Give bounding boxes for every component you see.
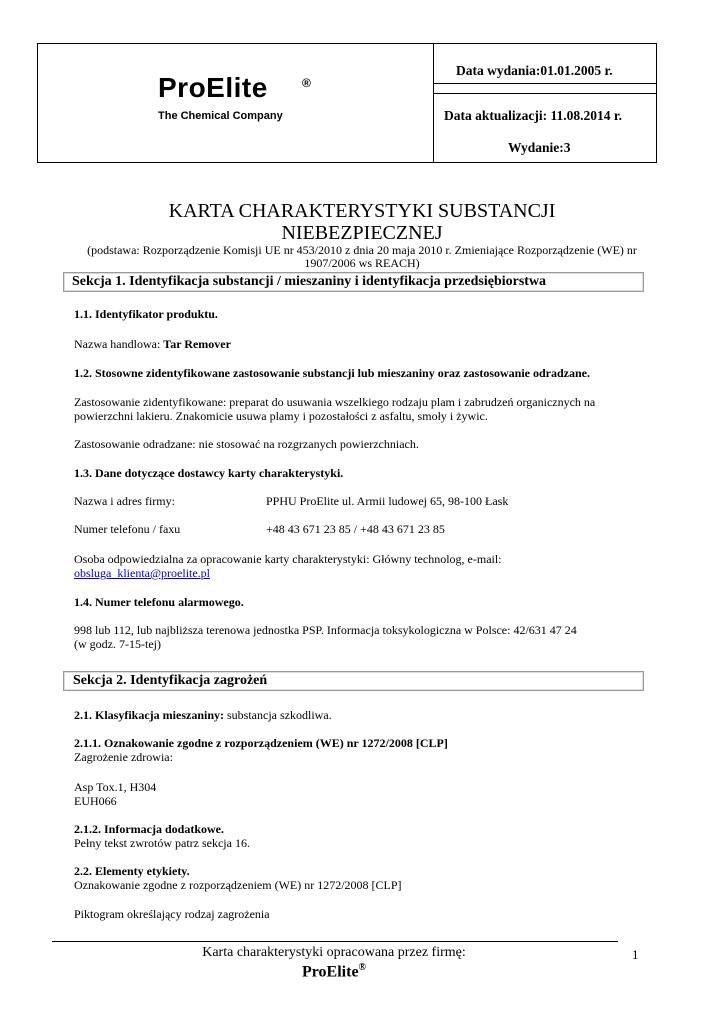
classification-label: 2.1. Klasyfikacja mieszaniny: — [74, 708, 224, 722]
company-logo: ProElite — [158, 72, 268, 103]
header-rule-1 — [434, 83, 656, 84]
edition: Wydanie:3 — [508, 140, 571, 155]
update-date: Data aktualizacji: 11.08.2014 r. — [444, 108, 622, 123]
document-header — [37, 43, 657, 163]
legal-basis-line2: 1907/2006 ws REACH) — [304, 256, 420, 270]
document-title-line2: NIEBEZPIECZNEJ — [281, 222, 443, 244]
contact-email-link[interactable]: obsluga_klienta@proelite.pl — [74, 566, 211, 580]
section-2-heading: Sekcja 2. Identyfikacja zagrożeń — [73, 673, 268, 688]
header-rule-2 — [434, 93, 656, 94]
identified-uses-line2: powierzchni lakieru. Znakomicie usuwa plamy i pozostałości z asfaltu, smoły i żywic. — [74, 409, 488, 423]
phone-value: +48 43 671 23 85 / +48 43 671 23 85 — [266, 522, 445, 536]
hazard-asp-tox: Asp Tox.1, H304 — [74, 780, 157, 794]
trade-name-label: Nazwa handlowa: — [74, 337, 164, 351]
heading-1-2: 1.2. Stosowne zidentyfikowane zastosowanie substancji lub mieszaniny oraz zastosowanie odradzane. — [74, 366, 591, 380]
section-2-heading-bar — [63, 671, 644, 691]
classification-value: substancja szkodliwa. — [224, 708, 332, 722]
footer-brand-reg: ® — [358, 962, 367, 973]
heading-2-2: 2.2. Elementy etykiety. — [74, 864, 190, 878]
issue-date: Data wydania:01.01.2005 r. — [456, 63, 613, 78]
logo-subtitle: The Chemical Company — [158, 110, 283, 122]
header-divider — [433, 44, 434, 162]
identified-uses-line1: Zastosowanie zidentyfikowane: preparat do usuwania wszelkiego rodzaju plam i zabrudzeń organicznych na — [74, 395, 596, 409]
footer-prepared-by: Karta charakterystyki opracowana przez firmę: — [202, 945, 466, 960]
full-text-note: Pełny tekst zwrotów patrz sekcja 16. — [74, 836, 250, 850]
footer-rule — [52, 941, 618, 942]
emergency-line2: (w godz. 7-15-tej) — [74, 637, 161, 651]
document-title-line1: KARTA CHARAKTERYSTYKI SUBSTANCJI — [168, 200, 556, 222]
phone-label: Numer telefonu / faxu — [74, 522, 181, 536]
hazard-euh: EUH066 — [74, 794, 117, 808]
health-hazard: Zagrożenie zdrowia: — [74, 750, 173, 764]
pictogram-note: Piktogram określający rodzaj zagrożenia — [74, 907, 270, 921]
footer-brand-name: ProElite — [301, 963, 359, 981]
emergency-line1: 998 lub 112, lub najbliższa terenowa jednostka PSP. Informacja toksykologiczna w Polsce: 42/631 47 24 — [74, 623, 577, 637]
company-label: Nazwa i adres firmy: — [74, 494, 175, 508]
logo-registered-mark: ® — [302, 76, 311, 90]
trade-name — [74, 337, 231, 351]
classification — [74, 708, 332, 722]
responsible-person: Osoba odpowiedzialna za opracowanie karty charakterystyki: Główny technolog, e-mail: — [74, 552, 502, 566]
section-1-heading: Sekcja 1. Identyfikacja substancji / mieszaniny i identyfikacja przedsiębiorstwa — [72, 274, 547, 289]
labeling-note: Oznakowanie zgodne z rozporządzeniem (WE) nr 1272/2008 [CLP] — [74, 878, 402, 892]
company-value: PPHU ProElite ul. Armii ludowej 65, 98-100 Łask — [266, 494, 509, 508]
heading-1-4: 1.4. Numer telefonu alarmowego. — [74, 595, 244, 609]
footer-brand — [0, 962, 668, 981]
heading-2-1-2: 2.1.2. Informacja dodatkowe. — [74, 822, 224, 836]
heading-1-1: 1.1. Identyfikator produktu. — [74, 307, 218, 321]
uses-advised-against: Zastosowanie odradzane: nie stosować na rozgrzanych powierzchniach. — [74, 437, 419, 451]
heading-2-1-1: 2.1.1. Oznakowanie zgodne z rozporządzeniem (WE) nr 1272/2008 [CLP] — [74, 736, 448, 750]
page-number: 1 — [632, 947, 639, 962]
trade-name-value: Tar Remover — [163, 337, 231, 351]
section-1-heading-bar — [63, 272, 644, 292]
heading-1-3: 1.3. Dane dotyczące dostawcy karty charakterystyki. — [74, 466, 344, 480]
legal-basis-line1: (podstawa: Rozporządzenie Komisji UE nr 453/2010 z dnia 20 maja 2010 r. Zmieniające Rozporządzenie (WE) nr — [87, 243, 637, 257]
